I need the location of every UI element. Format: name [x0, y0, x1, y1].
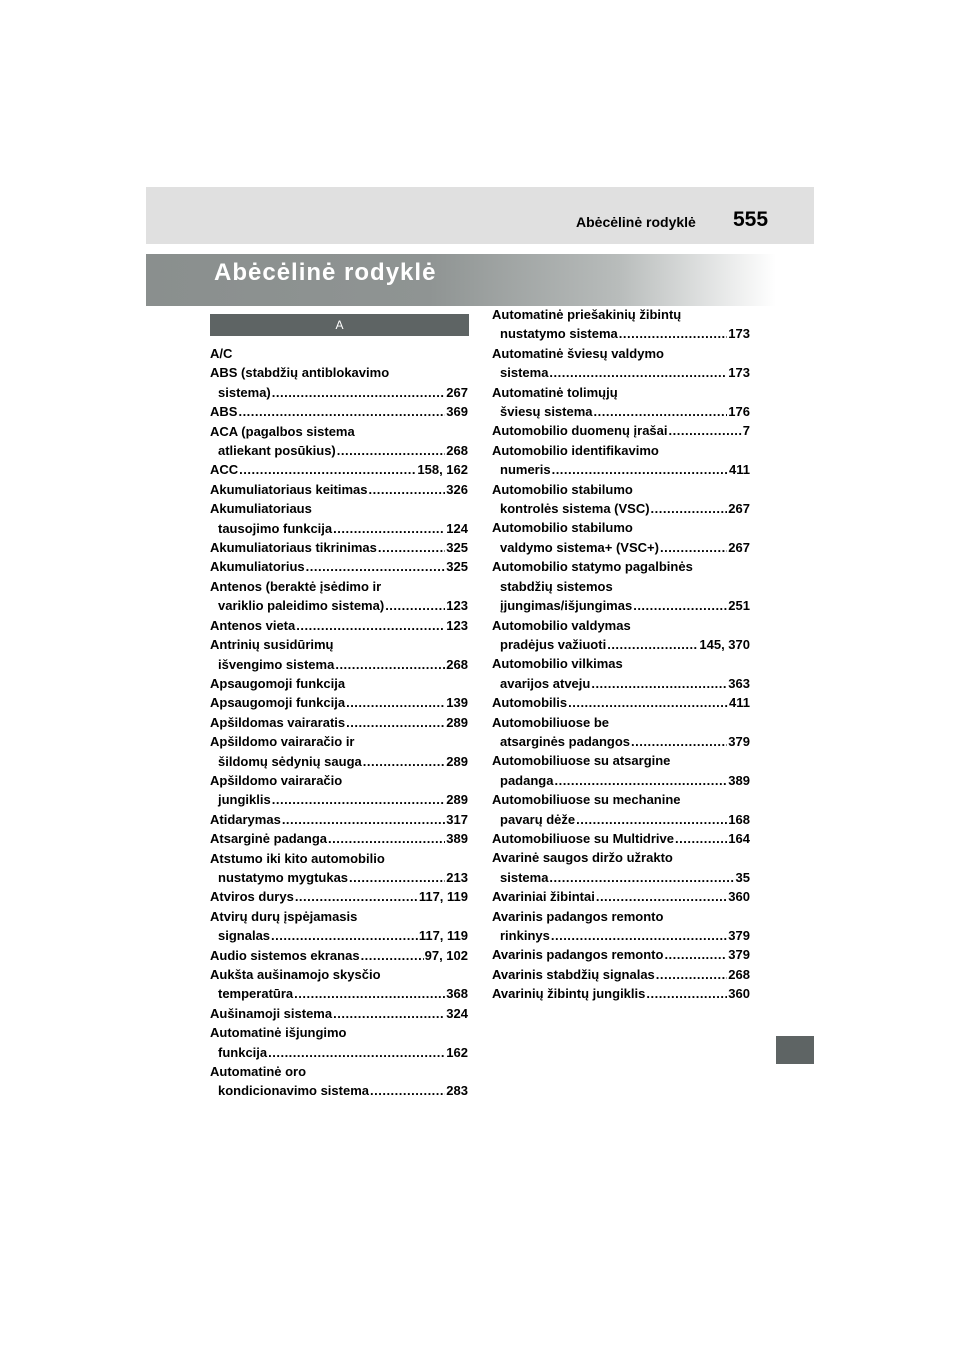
index-entry-text: Automobilio vilkimas — [492, 656, 623, 672]
index-entry — [210, 538, 468, 557]
index-entry — [492, 848, 750, 887]
index-entry — [210, 810, 468, 829]
index-page-ref[interactable]: 123 — [446, 598, 468, 614]
index-entry-line — [210, 616, 468, 635]
index-entry — [492, 693, 750, 712]
index-page-ref[interactable]: 213 — [446, 869, 468, 885]
dot-leader — [346, 693, 445, 712]
index-entry-text: Antenos (beraktė įsėdimo ir — [210, 578, 382, 594]
index-entry-text: Atviros durys — [210, 889, 294, 905]
index-entry-line — [492, 305, 750, 324]
index-page-ref[interactable]: 251 — [728, 598, 750, 614]
index-entry-text: Avarinis stabdžių signalas — [492, 966, 655, 982]
dot-leader — [271, 926, 418, 945]
index-entry-text: Avarinis padangos remonto — [492, 908, 664, 924]
index-entry-line — [492, 616, 750, 635]
index-entry-text: kondicionavimo sistema — [218, 1083, 369, 1099]
index-entry — [210, 1062, 468, 1101]
dot-leader — [272, 790, 446, 809]
index-entry — [492, 984, 750, 1003]
dot-leader — [349, 868, 445, 887]
index-entry-text: sistema — [500, 365, 549, 381]
dot-leader — [333, 1004, 445, 1023]
index-entry-line — [210, 1081, 468, 1100]
index-entry-text: Atstumo iki kito automobilio — [210, 850, 385, 866]
index-entry-text: Antenos vieta — [210, 617, 296, 633]
dot-leader — [549, 868, 734, 887]
index-page-ref[interactable]: 379 — [728, 733, 750, 749]
index-entry-text: Automobilio statymo pagalbinės — [492, 559, 693, 575]
index-entry-line — [210, 946, 468, 965]
dot-leader — [646, 984, 727, 1003]
dot-leader — [335, 655, 445, 674]
index-entry — [210, 965, 468, 1004]
index-entry-text: nustatymo mygtukas — [218, 869, 349, 885]
index-page-ref[interactable]: 176 — [728, 404, 750, 420]
index-entry-line — [210, 344, 468, 363]
index-entry — [492, 616, 750, 655]
index-entry — [210, 946, 468, 965]
index-entry — [210, 499, 468, 538]
index-entry-text: jungiklis — [218, 792, 271, 808]
index-entry — [492, 713, 750, 752]
index-entry — [492, 829, 750, 848]
index-entry-line — [492, 480, 750, 499]
index-entry-line — [492, 363, 750, 382]
index-entry-text: Aukšta aušinamojo skysčio — [210, 967, 381, 982]
index-entry — [210, 480, 468, 499]
index-entry — [492, 751, 750, 790]
index-entry-line — [492, 344, 750, 363]
dot-leader — [568, 693, 728, 712]
index-entry-line — [492, 771, 750, 790]
index-entry-text: šviesų sistema — [500, 404, 593, 420]
index-entry-line — [492, 460, 750, 479]
dot-leader — [656, 965, 728, 984]
index-entry-text: ACC — [210, 462, 239, 478]
index-entry-line — [210, 674, 468, 693]
index-entry-line — [210, 1043, 468, 1062]
index-entry-text: įjungimas/išjungimas — [500, 598, 633, 614]
index-entry-text: šildomų sėdynių sauga — [218, 753, 362, 769]
index-page-ref[interactable]: 168 — [728, 811, 750, 827]
index-entry-text: Aušinamoji sistema — [210, 1005, 333, 1021]
index-entry-line — [210, 655, 468, 674]
index-entry-text: ABS (stabdžių antiblokavimo — [210, 365, 390, 381]
index-entry — [210, 422, 468, 461]
dot-leader — [551, 926, 727, 945]
index-entry-text: Antrinių susidūrimų — [210, 637, 334, 653]
index-page-ref[interactable]: 123 — [446, 617, 468, 633]
index-entry-text: Atsarginė padanga — [210, 831, 328, 847]
index-page-ref[interactable]: 267 — [728, 539, 750, 555]
dot-leader — [607, 635, 698, 654]
dot-leader — [591, 674, 727, 693]
index-page-ref[interactable]: 117, 119 — [418, 928, 468, 944]
dot-leader — [633, 596, 727, 615]
index-entry-text: Avariniai žibintai — [492, 889, 595, 905]
index-entry-text: Apsaugomoji funkcija — [210, 675, 346, 691]
page-number: 555 — [733, 208, 769, 231]
index-entry-text: numeris — [500, 462, 551, 478]
index-entry — [210, 363, 468, 402]
index-entry-text: valdymo sistema+ (VSC+) — [500, 539, 659, 555]
dot-leader — [296, 616, 445, 635]
index-entry-line — [210, 926, 468, 945]
index-entry-text: Apšildomo vairaračio — [210, 772, 343, 788]
index-page-ref[interactable]: 7 — [742, 423, 750, 439]
dot-leader — [675, 829, 727, 848]
index-entry — [210, 674, 468, 693]
index-page-ref[interactable]: 289 — [446, 714, 468, 730]
index-entry-text: Akumuliatoriaus tikrinimas — [210, 540, 377, 556]
index-entry — [210, 693, 468, 712]
index-entry-line — [492, 751, 750, 770]
index-page-ref[interactable]: 267 — [446, 384, 468, 400]
index-entry-text: Automobilio identifikavimo — [492, 442, 659, 458]
index-entry-text: Automobilio stabilumo — [492, 481, 633, 497]
index-entry-text: Avarinė saugos diržo užrakto — [492, 850, 673, 866]
index-entry-text: Audio sistemos ekranas — [210, 947, 360, 963]
index-entry — [492, 965, 750, 984]
index-entry — [492, 887, 750, 906]
index-entry — [492, 557, 750, 615]
index-entry-line — [210, 771, 468, 790]
dot-leader — [361, 946, 424, 965]
index-entry-text: padanga — [500, 772, 554, 788]
index-entry-line — [492, 713, 750, 732]
index-entry-line — [492, 324, 750, 343]
index-entry — [210, 713, 468, 732]
chapter-tab — [776, 1036, 814, 1064]
index-entry-text: Automobiliuose su atsargine — [492, 753, 671, 769]
index-page-ref[interactable]: 124 — [446, 520, 468, 536]
index-entry-text: ABS — [210, 404, 238, 420]
index-entry-text: Automatinė tolimųjų — [492, 384, 618, 400]
index-entry-text: A/C — [210, 346, 233, 361]
index-entry-line — [492, 538, 750, 557]
index-column-right — [492, 305, 750, 1004]
index-entry — [210, 849, 468, 888]
index-entry-text: atsarginės padangos — [500, 733, 631, 749]
dot-leader — [554, 771, 727, 790]
index-entry-line — [210, 849, 468, 868]
dot-leader — [664, 945, 727, 964]
index-page-ref[interactable]: 389 — [728, 772, 750, 788]
index-entry-line — [210, 887, 468, 906]
index-page-ref[interactable]: 379 — [728, 947, 750, 963]
index-entry-line — [492, 557, 750, 576]
index-entry-line — [492, 383, 750, 402]
index-entry — [492, 421, 750, 440]
index-entry-line — [210, 635, 468, 654]
index-entry — [210, 344, 468, 363]
index-entry-text: atliekant posūkius) — [218, 443, 336, 459]
index-entry-line — [210, 1023, 468, 1042]
index-entry — [492, 654, 750, 693]
index-page-ref[interactable]: 360 — [728, 889, 750, 905]
index-page-ref[interactable]: 317 — [446, 811, 468, 827]
index-entry-line — [492, 945, 750, 964]
index-entry-text: Automobiliuose be — [492, 714, 609, 730]
index-entry — [492, 305, 750, 344]
header-title: Abėcėlinė rodyklė — [576, 214, 696, 230]
index-entry-text: Apšildomo vairaračio ir — [210, 734, 355, 750]
index-entry-text: sistema — [500, 869, 549, 885]
index-entry — [210, 829, 468, 848]
dot-leader — [294, 984, 445, 1003]
index-entry — [210, 1004, 468, 1023]
index-entry-line — [210, 538, 468, 557]
index-entry-line — [210, 383, 468, 402]
section-letter-header: A — [210, 314, 469, 336]
index-page-ref[interactable]: 360 — [728, 986, 750, 1002]
index-page-ref[interactable]: 411 — [729, 695, 750, 711]
index-entry-text: nustatymo sistema — [500, 326, 618, 342]
index-entry-line — [492, 848, 750, 867]
index-entry-text: Automatinė išjungimo — [210, 1025, 347, 1041]
dot-leader — [370, 1081, 445, 1100]
dot-leader — [619, 324, 728, 343]
index-entry — [492, 344, 750, 383]
index-entry-text: Atidarymas — [210, 811, 281, 827]
index-entry-line — [210, 363, 468, 382]
index-page-ref[interactable]: 363 — [728, 675, 750, 691]
index-entry-line — [492, 965, 750, 984]
index-entry-text: Akumuliatorius — [210, 559, 305, 575]
dot-leader — [369, 480, 446, 499]
index-page-ref[interactable]: 325 — [446, 559, 468, 575]
dot-leader — [660, 538, 727, 557]
page-title: Abėcėlinė rodyklė — [214, 259, 437, 286]
index-entry — [492, 790, 750, 829]
index-page-ref[interactable]: 268 — [446, 443, 468, 459]
dot-leader — [239, 460, 416, 479]
index-entry-line — [210, 907, 468, 926]
index-entry-line — [492, 577, 750, 596]
index-entry-text: rinkinys — [500, 928, 550, 943]
index-entry-text: stabdžių sistemos — [500, 578, 613, 594]
index-page-ref[interactable]: 289 — [446, 753, 468, 769]
index-entry — [210, 557, 468, 576]
index-entry-text: signalas — [218, 928, 271, 944]
index-entry-line — [492, 499, 750, 518]
index-entry-line — [492, 441, 750, 460]
dot-leader — [594, 402, 728, 421]
index-entry-line — [210, 1004, 468, 1023]
index-page-ref[interactable]: 173 — [728, 365, 750, 381]
dot-leader — [378, 538, 445, 557]
index-page-ref[interactable]: 411 — [729, 462, 750, 478]
index-entry-text: pavarų dėže — [500, 811, 576, 827]
index-entry-line — [210, 441, 468, 460]
index-entry — [492, 907, 750, 946]
index-page-ref[interactable]: 369 — [446, 404, 468, 420]
index-entry-line — [492, 421, 750, 440]
index-entry — [492, 441, 750, 480]
index-entry-line — [492, 887, 750, 906]
index-entry — [492, 945, 750, 964]
index-page-ref[interactable]: 267 — [728, 501, 750, 517]
dot-leader — [596, 887, 727, 906]
index-page-ref[interactable]: 162 — [446, 1044, 468, 1060]
index-entry — [210, 1023, 468, 1062]
dot-leader — [306, 557, 446, 576]
index-page-ref[interactable]: 389 — [446, 831, 468, 847]
index-entry-line — [492, 868, 750, 887]
index-entry-text: temperatūra — [218, 986, 294, 1002]
index-entry — [492, 383, 750, 422]
index-entry-line — [492, 596, 750, 615]
index-entry-line — [492, 674, 750, 693]
index-entry-text: Automobiliuose su Multidrive — [492, 830, 675, 846]
index-entry-line — [210, 732, 468, 751]
index-entry-line — [492, 810, 750, 829]
index-entry-line — [492, 732, 750, 751]
index-entry-line — [210, 460, 468, 479]
index-entry-text: Automatinė priešakinių žibintų — [492, 307, 682, 322]
index-entry — [210, 887, 468, 906]
index-entry-text: avarijos atveju — [500, 675, 591, 691]
index-entry-text: Apsaugomoji funkcija — [210, 695, 346, 711]
header-bar — [146, 187, 814, 244]
index-entry-line — [210, 480, 468, 499]
index-entry-text: Automobilis — [492, 695, 568, 711]
index-entry-text: Automobilio stabilumo — [492, 520, 633, 536]
index-page-ref[interactable]: 283 — [446, 1083, 468, 1099]
index-entry-line — [210, 693, 468, 712]
index-entry-text: Avarinių žibintų jungiklis — [492, 986, 646, 1002]
dot-leader — [385, 596, 445, 615]
dot-leader — [328, 829, 445, 848]
index-entry — [210, 460, 468, 479]
index-entry-line — [210, 557, 468, 576]
index-entry-line — [492, 402, 750, 421]
index-entry-line — [210, 1062, 468, 1081]
index-page-ref[interactable]: 289 — [446, 792, 468, 808]
dot-leader — [333, 519, 445, 538]
index-entry-line — [492, 984, 750, 1003]
index-entry — [492, 518, 750, 557]
index-page-ref[interactable]: 368 — [446, 986, 468, 1002]
index-entry — [210, 771, 468, 810]
index-entry — [210, 402, 468, 421]
index-entry-line — [210, 868, 468, 887]
index-entry-text: Atvirų durų įspėjamasis — [210, 908, 358, 924]
index-entry-line — [492, 654, 750, 673]
dot-leader — [363, 752, 446, 771]
index-entry-line — [210, 790, 468, 809]
index-entry-line — [210, 810, 468, 829]
index-entry-line — [210, 422, 468, 441]
index-page-ref[interactable]: 117, 119 — [418, 889, 468, 905]
index-page-ref[interactable]: 324 — [446, 1005, 468, 1021]
index-page-ref[interactable]: 139 — [446, 695, 468, 711]
index-entry-text: Automatinė šviesų valdymo — [492, 345, 664, 361]
index-entry-line — [210, 499, 468, 518]
index-page-ref[interactable]: 268 — [446, 656, 468, 672]
index-entry-text: Apšildomas vairaratis — [210, 714, 346, 730]
dot-leader — [552, 460, 728, 479]
dot-leader — [282, 810, 445, 829]
index-entry-line — [492, 635, 750, 654]
index-entry — [210, 732, 468, 771]
dot-leader — [669, 421, 742, 440]
index-entry-line — [210, 984, 468, 1003]
index-page-ref[interactable]: 173 — [728, 326, 750, 342]
index-entry-text: tausojimo funkcija — [218, 520, 333, 536]
index-entry-text: sistema) — [218, 384, 271, 400]
index-entry-text: ACA (pagalbos sistema — [210, 423, 355, 439]
dot-leader — [268, 1043, 445, 1062]
dot-leader — [651, 499, 728, 518]
dot-leader — [295, 887, 418, 906]
index-entry — [492, 480, 750, 519]
index-entry-line — [210, 519, 468, 538]
dot-leader — [549, 363, 727, 382]
index-entry-text: pradėjus važiuoti — [500, 636, 607, 652]
index-page-ref[interactable]: 35 — [735, 869, 750, 885]
index-page-ref[interactable]: 325 — [446, 540, 468, 556]
index-entry-text: variklio paleidimo sistema) — [218, 598, 385, 614]
index-entry-line — [210, 596, 468, 615]
index-entry-line — [210, 965, 468, 984]
index-entry-line — [492, 693, 750, 712]
dot-leader — [337, 441, 446, 460]
index-page-ref[interactable]: 268 — [728, 966, 750, 982]
index-entry-text: Automobilio duomenų įrašai — [492, 423, 668, 439]
index-entry — [210, 907, 468, 946]
dot-leader — [576, 810, 727, 829]
index-entry — [210, 635, 468, 674]
index-entry-line — [210, 577, 468, 596]
index-entry-line — [492, 790, 750, 809]
index-page-ref[interactable]: 326 — [446, 481, 468, 497]
index-entry-text: Automobilio valdymas — [492, 617, 631, 633]
index-entry-text: kontrolės sistema (VSC) — [500, 501, 650, 517]
index-entry-line — [492, 907, 750, 926]
index-page-ref[interactable]: 158, 162 — [417, 462, 468, 478]
index-entry-line — [210, 713, 468, 732]
dot-leader — [631, 732, 727, 751]
index-entry — [210, 616, 468, 635]
index-entry-text: funkcija — [218, 1044, 268, 1060]
index-page-ref[interactable]: 145, 370 — [699, 636, 750, 652]
index-page-ref[interactable]: 379 — [728, 928, 750, 943]
index-entry-text: Akumuliatoriaus keitimas — [210, 481, 368, 497]
index-entry-line — [492, 926, 750, 945]
dot-leader — [272, 383, 446, 402]
dot-leader — [346, 713, 445, 732]
index-entry-text: Automobiliuose su mechanine — [492, 792, 681, 808]
index-entry-text: Avarinis padangos remonto — [492, 947, 664, 963]
index-entry-text: Automatinė oro — [210, 1064, 307, 1080]
index-page-ref[interactable]: 164 — [728, 830, 750, 846]
index-entry-line — [492, 829, 750, 848]
index-entry — [210, 577, 468, 616]
index-entry-text: išvengimo sistema — [218, 656, 335, 672]
index-entry-line — [210, 402, 468, 421]
index-page-ref[interactable]: 97, 102 — [424, 947, 468, 963]
index-entry-line — [492, 518, 750, 537]
index-column-left — [210, 344, 468, 1101]
index-entry-line — [210, 752, 468, 771]
dot-leader — [238, 402, 445, 421]
index-entry-line — [210, 829, 468, 848]
index-entry-text: Akumuliatoriaus — [210, 501, 312, 517]
